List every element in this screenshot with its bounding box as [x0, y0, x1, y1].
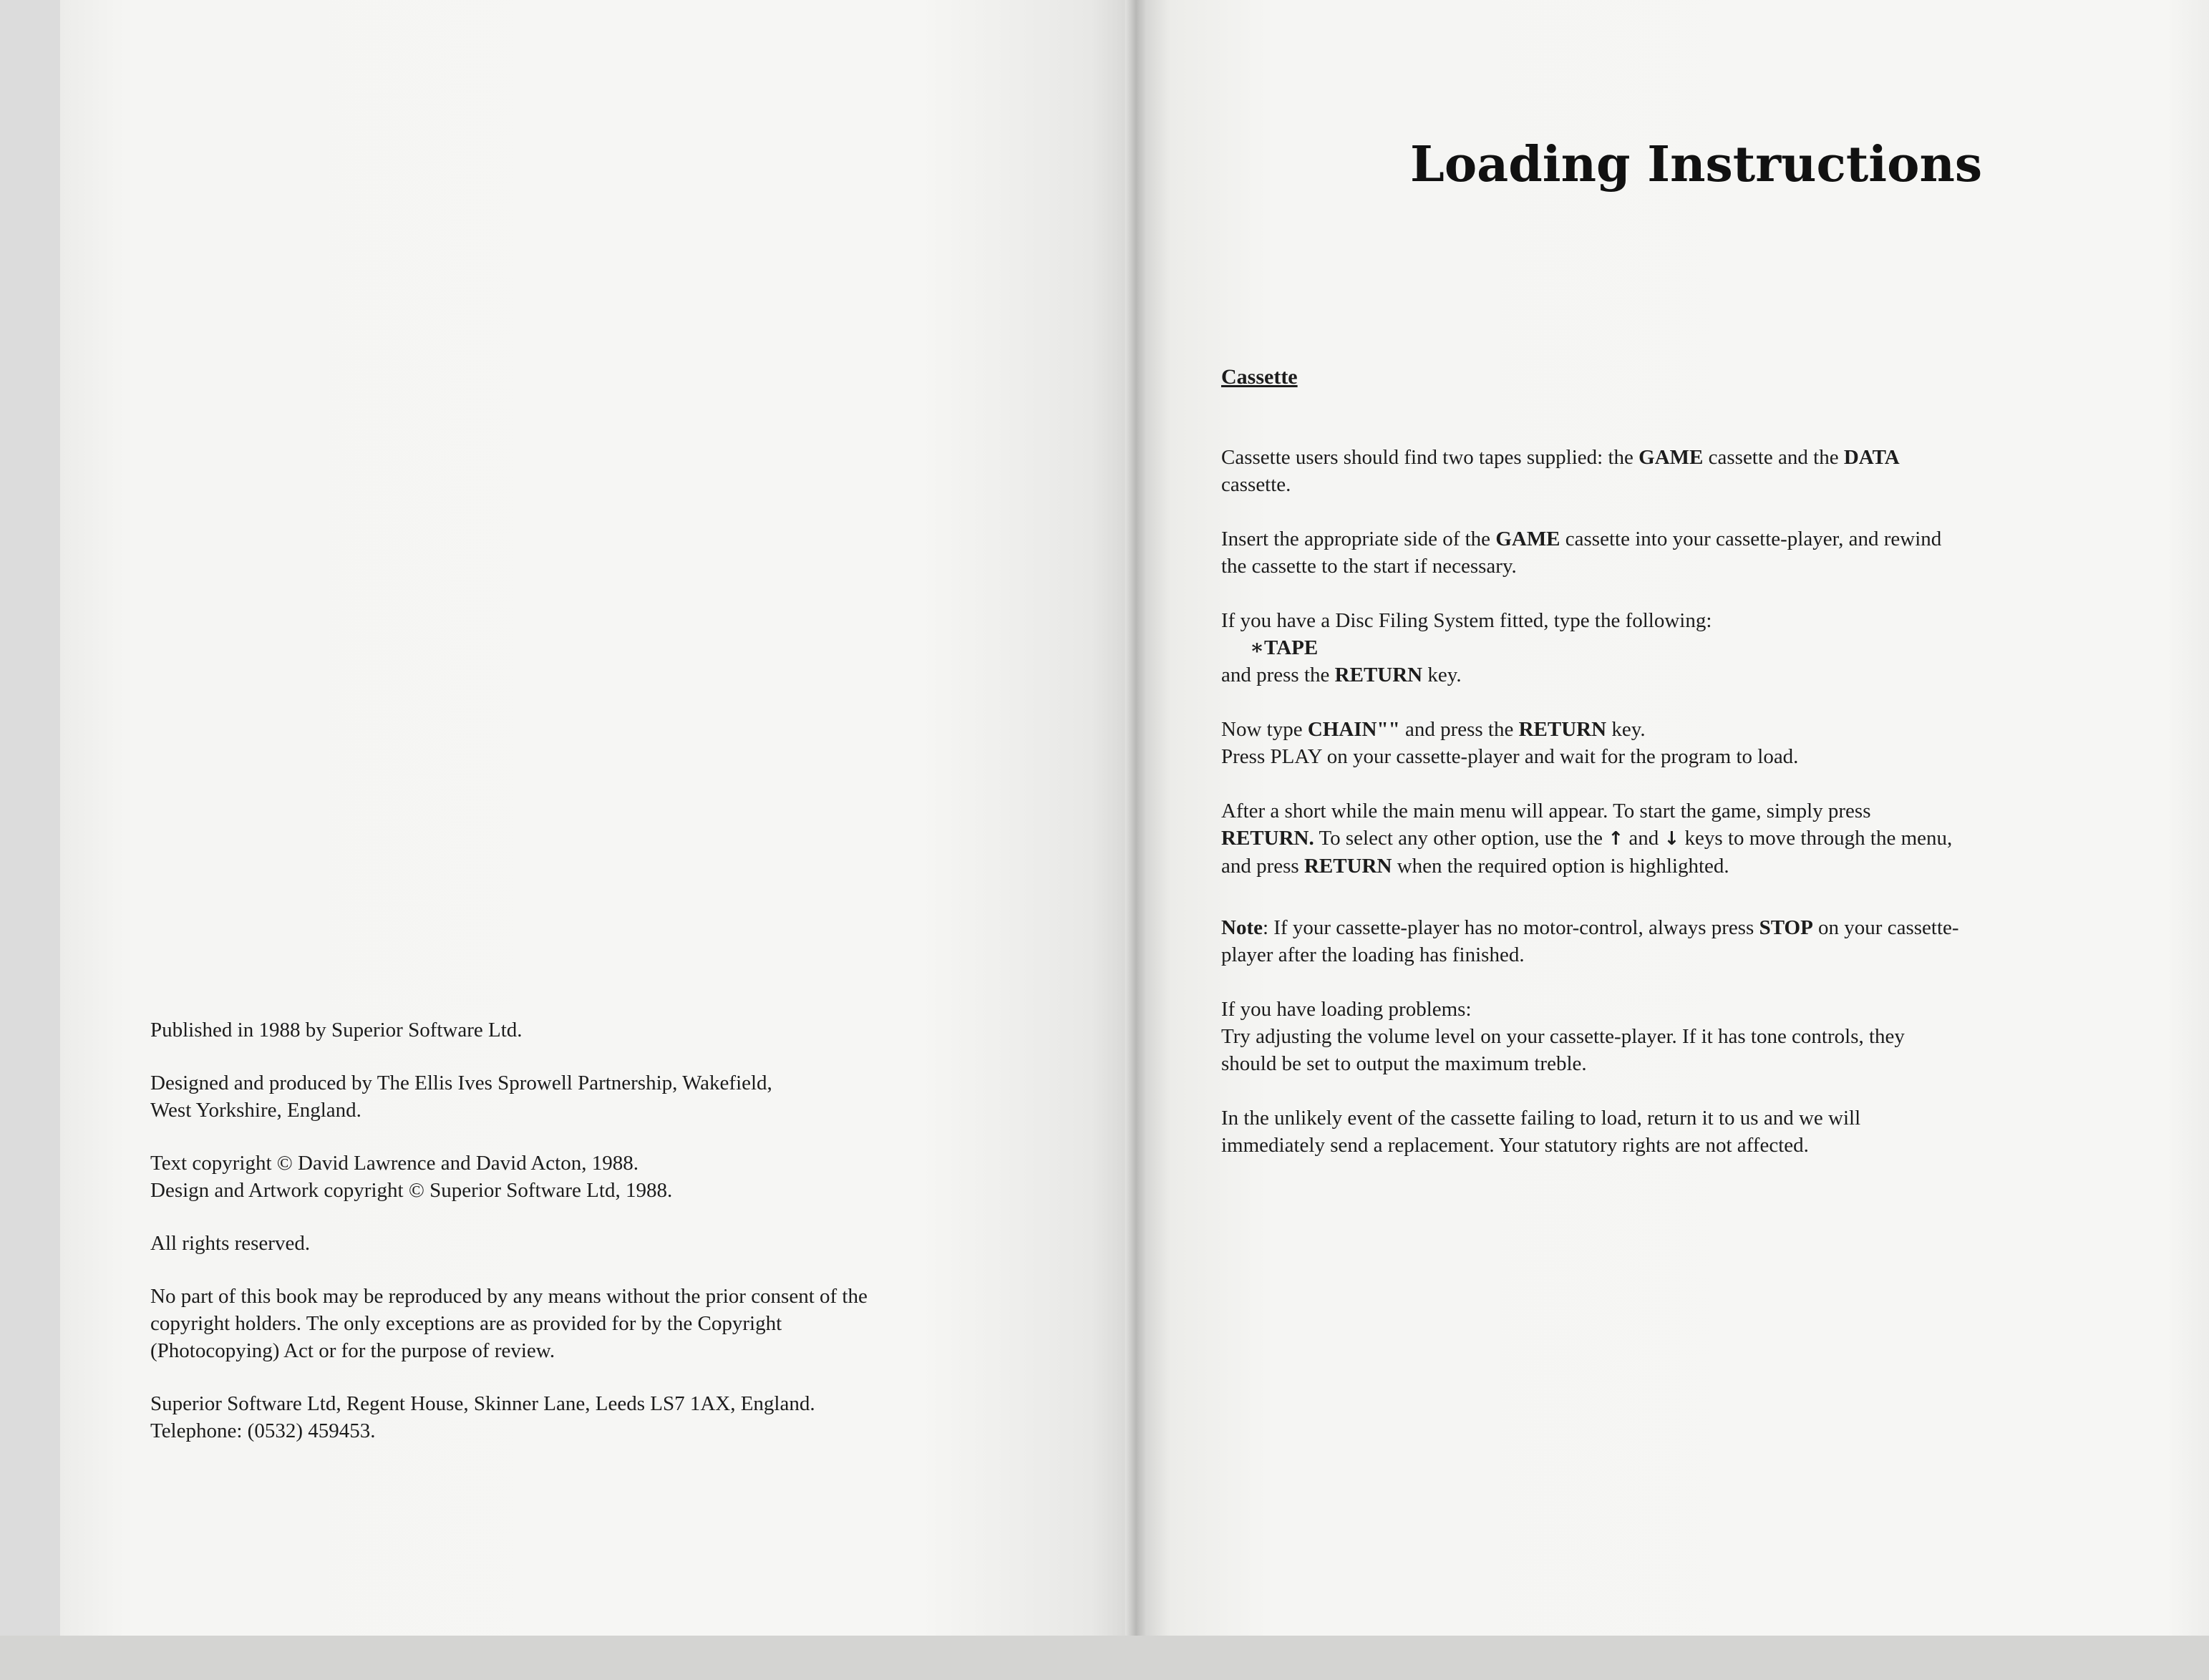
- paragraph-tapes: Cassette users should find two tapes supplied: the GAME cassette and the DATA cassette.: [1221, 446, 1900, 496]
- paragraph-replacement: In the unlikely event of the cassette failing to load, return it to us and we will immediately send a replacement. Your statutory rights are not affected.: [1221, 1107, 1861, 1157]
- paragraph-insert: Insert the appropriate side of the GAME cassette into your cassette-player, and rewind the cassette to the start if necessary.: [1221, 528, 1942, 578]
- command-tape: ∗TAPE: [1250, 636, 1319, 659]
- publisher-address: Superior Software Ltd, Regent House, Skinner Lane, Leeds LS7 1AX, England. Telephone: (0532) 459453.: [150, 1392, 815, 1442]
- instructions-body: [1221, 444, 2152, 1186]
- paragraph-problems: If you have loading problems: Try adjusting the volume level on your cassette-player. If it has tone controls, they should be set to output the maximum treble.: [1221, 998, 1905, 1075]
- rights-reserved: All rights reserved.: [150, 1232, 311, 1255]
- imprint-block: [150, 1016, 1081, 1470]
- book-spine: [1125, 0, 1147, 1646]
- publisher-line: Published in 1988 by Superior Software Ltd.: [150, 1019, 523, 1041]
- paragraph-menu: After a short while the main menu will appear. To start the game, simply press RETURN. To select any other option, use the ↑ and ↓ keys to move through the menu, and press RETURN when the required option is highlighted.: [1221, 800, 1953, 878]
- design-credit: Designed and produced by The Ellis Ives Sprowell Partnership, Wakefield, West Yorkshire, England.: [150, 1072, 772, 1122]
- paragraph-note: Note: If your cassette-player has no motor-control, always press STOP on your cassette- player after the loading has finished.: [1221, 916, 1959, 966]
- paragraph-chain: Now type CHAIN"" and press the RETURN key. Press PLAY on your cassette-player and wait for the program to load.: [1221, 718, 1799, 768]
- arrow-up-icon: ↑: [1608, 828, 1624, 850]
- reproduction-notice: No part of this book may be reproduced by any means without the prior consent of the copyright holders. The only exceptions are as provided for by the Copyright (Photocopying) Act or for the purpose of review.: [150, 1285, 868, 1362]
- copyright-notice: Text copyright © David Lawrence and David Acton, 1988. Design and Artwork copyright © Superior Software Ltd, 1988.: [150, 1152, 673, 1202]
- scan-background: [0, 1636, 2209, 1680]
- section-heading-cassette: Cassette: [1221, 365, 1298, 389]
- arrow-down-icon: ↓: [1664, 828, 1680, 850]
- paragraph-disc-filing: If you have a Disc Filing System fitted, type the following: ∗TAPE and press the RETURN key.: [1221, 607, 2152, 689]
- page-title: Loading Instructions: [1410, 136, 1983, 193]
